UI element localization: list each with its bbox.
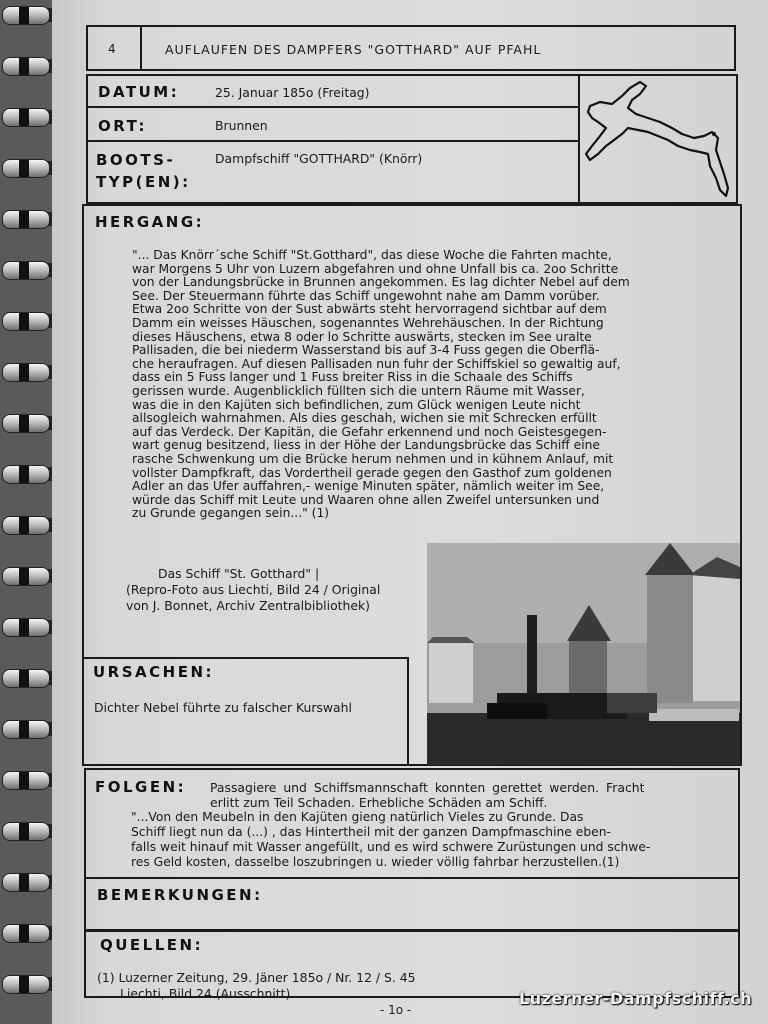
hergang-line: See. Der Steuermann führte das Schiff ungewohnt nahe am Damm vorüber. (132, 288, 600, 303)
hergang-line: dieses Häuschens, etwa 8 oder lo Schritte auswärts, stecken im See uralte (132, 329, 592, 344)
boot-label-1: BOOTS- (96, 151, 176, 169)
folgen-label: FOLGEN: (95, 778, 187, 796)
hergang-line: Etwa 2oo Schritte von der Sust abwärts steht hervorragend sichtbar auf dem (132, 302, 607, 317)
folgen-line: "...Von den Meubeln in den Kajüten gieng natürlich Vieles zu Grunde. Das (131, 810, 584, 824)
ship-photo (427, 543, 740, 765)
hergang-line: dass ein 5 Fuss langer und 1 Fuss breiter Riss in die Schaale des Schiffs (132, 370, 573, 385)
hergang-line: Damm ein weisses Häuschen, sogenanntes Wehrehäuschen. In der Richtung (132, 315, 604, 330)
bemerkungen-label: BEMERKUNGEN: (97, 886, 263, 904)
ursachen-text: Dichter Nebel führte zu falscher Kurswahl (94, 700, 352, 715)
hergang-line: rasche Schwenkung um die Brücke herum nehmen und in kühnem Anlauf, mit (132, 451, 614, 466)
quellen-line-2: Liechti, Bild 24 (Ausschnitt) (120, 986, 291, 1001)
hergang-line: Adler an das Ufer auffahren,- wenige Minuten später, nämlich weiter im See, (132, 479, 605, 494)
hergang-line: che heraufragen. Auf diesen Pallisaden nun fuhr der Schiffskiel so gewaltig auf, (132, 356, 621, 371)
datum-label: DATUM: (98, 83, 180, 101)
folgen-line-2: erlitt zum Teil Schaden. Erhebliche Schäden am Schiff. (210, 795, 548, 810)
datum-divider (86, 106, 579, 108)
ort-label: ORT: (98, 117, 148, 135)
map-divider (578, 74, 580, 204)
folgen-line: res Geld kosten, dasselbe loszubringen u. wieder völlig fahrbar herzustellen.(1) (131, 855, 620, 869)
lake-map-icon (582, 78, 734, 200)
boot-value: Dampfschiff "GOTTHARD" (Knörr) (215, 151, 423, 166)
header-title: AUFLAUFEN DES DAMPFERS "GOTTHARD" AUF PFAHL (165, 42, 542, 57)
hergang-line: wart genug besitzend, liess in der Höhe der Landungsbrücke das Schiff eine (132, 438, 600, 453)
boot-label-2: TYP(EN): (96, 173, 191, 191)
page-number: - 1o - (380, 1003, 412, 1017)
photo-caption-1: Das Schiff "St. Gotthard" | (158, 566, 320, 581)
hergang-line: vollster Dampfkraft, das Vordertheil gerade gegen den Gasthof zum goldenen (132, 465, 612, 480)
hergang-line: würde das Schiff mit Leute und Waaren ohne allen Zweifel untersunken und (132, 492, 600, 507)
quellen-label: QUELLEN: (100, 936, 204, 954)
watermark: Luzerner-Dampfschiff.ch (519, 989, 752, 1008)
hergang-line: Pallisaden, die bei niederm Wasserstand bis auf 3-4 Fuss gegen die Oberflä- (132, 343, 600, 358)
photo-caption-3: von J. Bonnet, Archiv Zentralbibliothek) (126, 598, 370, 613)
harbor-scene-icon (427, 543, 740, 765)
ort-divider (86, 140, 579, 142)
folgen-line-1: Passagiere und Schiffsmannschaft konnten gerettet werden. Fracht (210, 780, 645, 795)
folgen-line: Schiff liegt nun da (...) , das Hintertheil mit der ganzen Dampfmaschine eben- (131, 825, 611, 839)
quellen-line-1: (1) Luzerner Zeitung, 29. Jäner 185o / Nr. 12 / S. 45 (97, 970, 416, 985)
photo-caption-2: (Repro-Foto aus Liechti, Bild 24 / Original (126, 582, 381, 597)
ursachen-label: URSACHEN: (93, 663, 215, 681)
hergang-text (132, 249, 734, 521)
hergang-line: auf das Verdeck. Der Kapitän, die Gefahr erkennend und noch Geistesgegen- (132, 424, 607, 439)
ort-value: Brunnen (215, 118, 268, 133)
hergang-line: war Morgens 5 Uhr von Luzern abgefahren und ohne Unfall bis ca. 2oo Schritte (132, 261, 619, 276)
hergang-line: "... Das Knörr´sche Schiff "St.Gotthard", das diese Woche die Fahrten machte, (132, 248, 612, 262)
folgen-quote (131, 810, 733, 870)
hergang-line: gerissen wurde. Augenblicklich füllten sich die untern Räume mit Wasser, (132, 383, 585, 398)
hergang-line: zu Grunde gegangen sein..." (1) (132, 506, 330, 521)
hergang-label: HERGANG: (95, 213, 205, 231)
folgen-line: falls weit hinauf mit Wasser angefüllt, und es wird schwere Zurüstungen und schwe- (131, 840, 651, 854)
datum-value: 25. Januar 185o (Freitag) (215, 85, 370, 100)
hergang-line: was die in den Kajüten sich befindlichen, zum Glück wenigen Leute nicht (132, 397, 581, 412)
header-number: 4 (108, 42, 116, 56)
hergang-line: von der Landungsbrücke in Brunnen angekommen. Es lag dichter Nebel auf dem (132, 275, 630, 290)
hergang-line: allsogleich wahrnahmen. Als dies geschah, wichen sie mit Schrecken erfüllt (132, 411, 597, 426)
header-divider (140, 25, 142, 71)
